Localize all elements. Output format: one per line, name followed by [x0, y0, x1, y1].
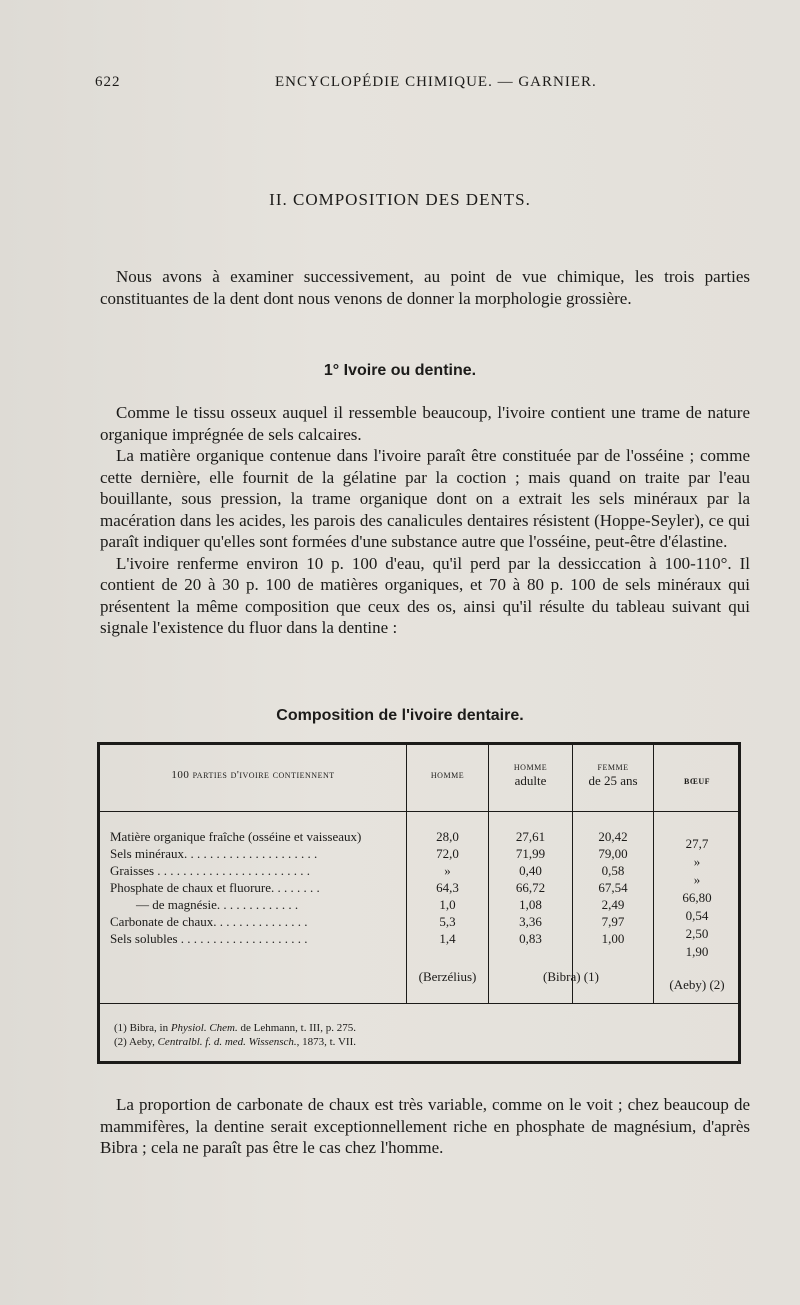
- row-label: Carbonate de chaux. . . . . . . . . . . . . . .: [110, 914, 308, 929]
- body-paragraph: La matière organique contenue dans l'ivoire paraît être constituée par de l'osséine ; comme cette dernière, elle fournit de la gélatine par la coction ; mais quand on traite par l'eau bouillante, sous pression, la trame organique dont on a extrait les sels minéraux par la macération dans les acides, les parois des canalicules dentaires résistent (Hoppe-Seyler), ce qui paraît indiquer qu'elles sont formées d'une substance autre que l'osséine, peut-être d'élastine.: [100, 446, 750, 551]
- cell: 27,61: [515, 829, 546, 844]
- footnote-text: (1) Bibra, in: [114, 1022, 171, 1034]
- cell: 2,50: [685, 926, 709, 941]
- row-label: — de magnésie. . . . . . . . . . . . .: [136, 897, 299, 912]
- cell: »: [693, 854, 701, 869]
- footnote-text: de Lehmann, t. III, p. 275.: [237, 1022, 356, 1034]
- header-rule: [100, 811, 741, 812]
- header-homme: homme: [430, 769, 465, 781]
- header-age-label: de 25 ans: [588, 773, 638, 788]
- intro-text: Nous avons à examiner successivement, au point de vue chimique, les trois parties constituantes de la dent dont nous venons de donner la morphologie grossière.: [100, 267, 750, 308]
- cell: 1,0: [439, 897, 456, 912]
- cell: 7,97: [601, 914, 625, 929]
- row-labels: [110, 828, 410, 947]
- row-label: Phosphate de chaux et fluorure. . . . . . . .: [110, 880, 320, 895]
- cell: 0,40: [519, 863, 542, 878]
- source-bibra: (Bibra) (1): [543, 969, 599, 984]
- footnote-text: , 1873, t. VII.: [296, 1036, 357, 1048]
- composition-table: [97, 742, 741, 1064]
- cell: 79,00: [598, 846, 628, 861]
- cell: 0,83: [519, 931, 542, 946]
- cell: 0,54: [685, 908, 709, 923]
- column-homme: [407, 828, 488, 947]
- cell: 28,0: [436, 829, 459, 844]
- cell: 67,54: [598, 880, 628, 895]
- cell: 20,42: [598, 829, 628, 844]
- header-femme: [573, 761, 653, 789]
- footnote: [114, 1021, 356, 1035]
- cell: 2,49: [601, 897, 625, 912]
- row-label: Graisses . . . . . . . . . . . . . . . . . . . . . . . .: [110, 863, 311, 878]
- header-homme-adulte: [489, 761, 572, 789]
- header-parts: 100 parties d'ivoire contiennent: [171, 769, 335, 781]
- cell: 27,7: [685, 836, 709, 851]
- footnote-italic: Physiol. Chem.: [170, 1022, 238, 1034]
- cell: 71,99: [515, 846, 546, 861]
- source-aeby: (Aeby) (2): [669, 977, 725, 992]
- cell: 1,00: [601, 931, 625, 946]
- column-femme: [573, 828, 653, 947]
- footnote-text: (2) Aeby,: [114, 1036, 158, 1048]
- section-title: II. COMPOSITION DES DENTS.: [269, 190, 531, 209]
- closing-paragraph: [100, 1094, 750, 1159]
- table-bottom-rule: [100, 1003, 741, 1004]
- subsection-title: 1° Ivoire ou dentine.: [323, 362, 477, 379]
- body-text: [100, 402, 750, 639]
- cell: 3,36: [519, 914, 542, 929]
- cell: 66,80: [682, 890, 712, 905]
- row-label: Sels minéraux. . . . . . . . . . . . . . . . . . . . .: [110, 846, 318, 861]
- column-boeuf: [654, 835, 740, 961]
- column-homme-adulte: [489, 828, 572, 947]
- body-paragraph: L'ivoire renferme environ 10 p. 100 d'eau, qu'il perd par la dessiccation à 100-110°. Il contient de 20 à 30 p. 100 de matières organiques, et 70 à 80 p. 100 de sels minéraux qui présentent la même composition que ceux des os, ainsi qu'il résulte du tableau suivant qui signale l'existence du fluor dans la dentine :: [100, 553, 750, 637]
- header-homme-label: homme: [513, 761, 548, 773]
- running-title: ENCYCLOPÉDIE CHIMIQUE. — GARNIER.: [275, 74, 597, 90]
- cell: 72,0: [436, 846, 459, 861]
- cell: 0,58: [601, 863, 625, 878]
- intro-paragraph: [100, 266, 750, 309]
- row-label: Sels solubles . . . . . . . . . . . . . . . . . . . .: [110, 931, 308, 946]
- cell: »: [444, 863, 451, 878]
- closing-text: La proportion de carbonate de chaux est très variable, comme on le voit ; chez beaucoup de mammifères, la dentine serait exceptionnellement riche en phosphate de magnésium, d'après Bibra ; cela ne paraît pas être le cas chez l'homme.: [100, 1095, 750, 1157]
- body-paragraph: Comme le tissu osseux auquel il ressemble beaucoup, l'ivoire contient une trame de nature organique imprégnée de sels calcaires.: [100, 403, 750, 444]
- source-berzelius: (Berzélius): [418, 969, 477, 984]
- cell: »: [693, 872, 701, 887]
- footnote: [114, 1035, 356, 1049]
- header-adulte-label: adulte: [514, 773, 547, 788]
- cell: 5,3: [439, 914, 456, 929]
- row-label: Matière organique fraîche (osséine et vaisseaux): [110, 829, 362, 844]
- cell: 64,3: [436, 880, 459, 895]
- table-title: Composition de l'ivoire dentaire.: [276, 707, 524, 724]
- table-footnotes: [114, 1021, 356, 1049]
- header-femme-label: femme: [597, 761, 629, 773]
- footnote-italic: Centralbl. f. d. med. Wissensch.: [157, 1036, 297, 1048]
- page-number: 622: [95, 74, 121, 90]
- cell: 1,08: [519, 897, 542, 912]
- cell: 1,4: [439, 931, 456, 946]
- header-boeuf: bœuf: [684, 775, 710, 787]
- cell: 1,90: [685, 944, 709, 959]
- cell: 66,72: [515, 880, 546, 895]
